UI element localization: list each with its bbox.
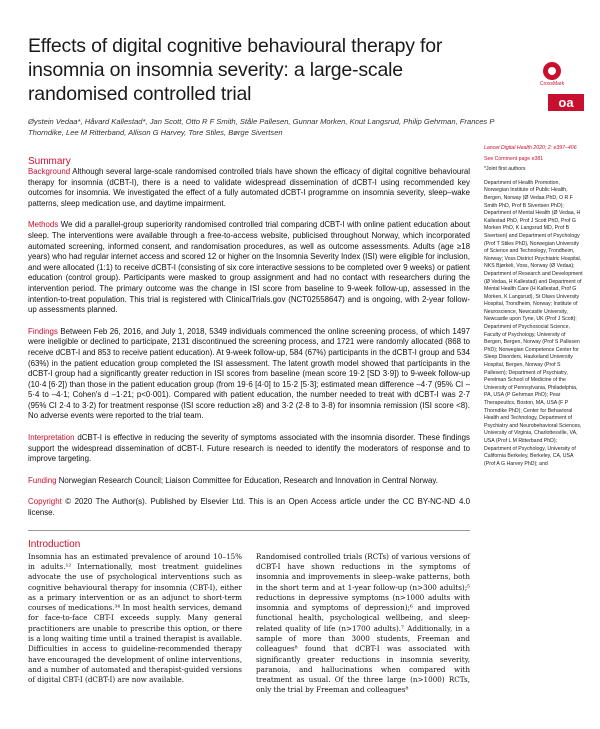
article-title: Effects of digital cognitive behavioural therapy for insomnia on insomnia severity: a large-scale randomised controlled trial	[28, 35, 443, 105]
introduction-columns	[28, 552, 470, 696]
summary-findings	[28, 327, 470, 422]
journal-citation[interactable]: Lancet Digital Health 2020; 2: e397–406	[484, 145, 577, 151]
introduction-section	[28, 539, 470, 696]
open-access-badge: oa	[548, 94, 584, 111]
introduction-paragraph-1: Insomnia has an estimated prevalence of around 10–15% in adults.¹² Internationally, most treatment guidelines advocate the use of psychological interventions such as cognitive behavioural therapy for insomnia (CBT-I), either as a primary intervention or as an adjunct to short-term courses of medications.³⁴ In most health services, demand for face-to-face CBT-I exceeds supply. Many general practitioners are unable to prescribe this option, or there is a long waiting time until a trained therapist is available. Difficulties in access to guideline-recommended therapy have encouraged the development of online interventions, and a number of automated and therapist-guided versions of digital CBT-I (dCBT-I) are now available.	[28, 551, 242, 685]
copyright-lead: Copyright	[28, 497, 62, 507]
summary-funding	[28, 476, 470, 487]
funding-lead: Funding	[28, 475, 57, 485]
summary-methods	[28, 220, 470, 315]
crossmark-label: CrossMark	[539, 81, 565, 87]
summary-background	[28, 167, 470, 209]
interpretation-text: dCBT-I is effective in reducing the severity of symptoms associated with the insomnia disorder. These findings support the widespread dissemination of dCBT-I. Future research is needed to identify the moderators of response and to improve targeting.	[28, 433, 470, 464]
background-text: Although several large-scale randomised controlled trials have shown the efficacy of digital cognitive behavioural therapy for insomnia (dCBT-I), there is a need to validate widespread dissemination of dCBT-I using recommended key outcomes for insomnia. We investigated the effect of a fully automated dCBT-I programme on insomnia severity, sleep–wake patterns, sleep medication use, and daytime impairment.	[28, 167, 470, 208]
copyright-text: © 2020 The Author(s). Published by Elsevier Ltd. This is an Open Access article under the CC BY-NC-ND 4.0 license.	[28, 497, 470, 518]
author-list: Øystein Vedaa*, Håvard Kallestad*, Jan Scott, Otto R F Smith, Ståle Pallesen, Gunnar Morken, Knut Langsrud, Philip Gehrman, Frances P Thorndike, Lee M Ritterband, Allison G Harvey, Tore Stiles, Børge Sivertsen	[28, 117, 495, 137]
summary-heading: Summary	[28, 156, 71, 167]
interpretation-lead: Interpretation	[28, 433, 75, 443]
methods-lead: Methods	[28, 220, 59, 230]
sidebar-notes	[484, 145, 584, 468]
introduction-column-1	[28, 552, 242, 696]
introduction-column-2	[256, 552, 470, 696]
findings-text: Between Feb 26, 2016, and July 1, 2018, 5349 individuals commenced the online screening process, of which 1497 were ineligible or declined to participate, 2131 discontinued the screening process, and 1721 were randomly allocated (868 to receive dCBT-I and 853 to receive patient education). At 9-week follow-up, 584 (67%) participants in the dCBT-I group and 534 (63%) in the patient education group completed the ISI assessment. The latent growth model showed that participants in the dCBT-I group had a significantly greater reduction in ISI scores from baseline (mean score 19·2 [SD 3·9]) to 9-week follow-up (10·4 [6·2]) than those in the patient education group (from 19·6 [4·0] to 15·2 [5·3]; estimated mean difference –4·7 (95% CI –5·4 to –4·1; Cohen's d –1·21; p<0·001). Compared with patient education, the number needed to treat with dCBT-I was 2·7 (95% CI 2·4 to 3·2) for treatment response (ISI score reduction ≥8) and 3·2 (2·8 to 3·8) for insomnia remission (ISI score <8). No adverse events were reported to the trial team.	[28, 326, 470, 421]
joint-authors-note: *Joint first authors	[484, 166, 526, 173]
summary-interpretation	[28, 433, 470, 465]
introduction-heading: Introduction	[28, 538, 81, 550]
funding-text: Norwegian Research Council; Liaison Committee for Education, Research and Innovation in Central Norway.	[56, 475, 438, 485]
comment-link[interactable]: See Comment page e381	[484, 155, 544, 162]
introduction-paragraph-2: Randomised controlled trials (RCTs) of various versions of dCBT-I have shown reductions in the symptoms of insomnia and improvements in sleep–wake patterns, both in the short term and at 1-year follow-up (n>300 adults);⁵ reductions in depressive symptoms (n>1000 adults with insomnia and symptoms of depression);⁶ and improved functional health, psychological wellbeing, and sleep-related quality of life (n>1700 adults).⁷ Additionally, in a sample of more than 3000 students, Freeman and colleagues⁸ found that dCBT-I was associated with significantly greater reductions in insomnia severity, paranoia, and hallucinations when compared with treatment as usual. Of the three large (n>1000) RCTs, only the trial by Freeman and colleagues⁸	[256, 551, 470, 695]
findings-lead: Findings	[28, 326, 58, 336]
title-row	[28, 34, 588, 138]
section-divider	[28, 530, 470, 531]
methods-text: We did a parallel-group superiority randomised controlled trial comparing dCBT-I with online patient education about sleep. The interventions were available through a free-to-access website, publicised throughout Norway, which incorporated automated screening, informed consent, and randomisation procedures, as well as outcome assessments. Adults (age ≥18 years) who had regular internet access and scored 12 or higher on the Insomnia Severity Index (ISI) were eligible for inclusion, and were allocated (1:1) to receive dCBT-I (consisting of six core interactive sessions to be completed over 9 weeks) or patient education (control group). Participants were masked to group assignment and had no contact with researchers during the intervention period. The primary outcome was the change in ISI score from baseline to 9-week follow-up, assessed in the intention-to-treat population. This trial is registered with ClinicalTrials.gov (NCT02558647) and is ongoing, with 2-year follow-up assessments planned.	[28, 220, 470, 315]
summary-copyright	[28, 497, 470, 518]
summary-section	[28, 156, 470, 519]
crossmark-icon	[543, 62, 561, 80]
background-lead: Background	[28, 167, 71, 176]
crossmark-logo[interactable]	[530, 62, 574, 87]
affiliations: Department of Health Promotion, Norwegian Institute of Public Health, Bergen, Norway (Ø Vedaa PhD, O R F Smith PhD, Prof B Sivertsen PhD); Department of Mental Health (Ø Vedaa, H Kallestad PhD, Prof J Scott PhD, Prof G Morken PhD, K Langsrud MD, Prof B Sivertsen) and Department of Psychology (Prof T Stiles PhD), Norwegian University of Science and Technology, Trondheim, Norway; Voss District Psychiatric Hospital, NKS Bjørkeli, Voss, Norway (Ø Vedaa); Department of Research and Development (Ø Vedaa, H Kallestad) and Department of Mental Health Care (H Kallestad, Prof G Morken, K Langsrud), St Olavs University Hospital, Trondheim, Norway; Institute of Neuroscience, Newcastle University, Newcastle upon Tyne, UK (Prof J Scott); Department of Psychosocial Science, Faculty of Psychology, University of Bergen, Bergen, Norway (Prof S Pallesen PhD); Norwegian Competence Center for Sleep Disorders, Haukeland University Hospital, Bergen, Norway (Prof S Pallesen); Department of Psychiatry, Perelman School of Medicine of the University of Pennsylvania, Philadelphia, PA, USA (P Gehrman PhD); Pear Therapeutics, Boston, MA, USA (F P Thorndike PhD); Center for Behavioral Health and Technology, Department of Psychiatry and Neurobehavioral Sciences, University of Virginia, Charlottesville, VA, USA (Prof L M Ritterband PhD); Department of Psychology, University of California Berkeley, Berkeley, CA, USA (Prof A G Harvey PhD); and	[484, 179, 583, 467]
